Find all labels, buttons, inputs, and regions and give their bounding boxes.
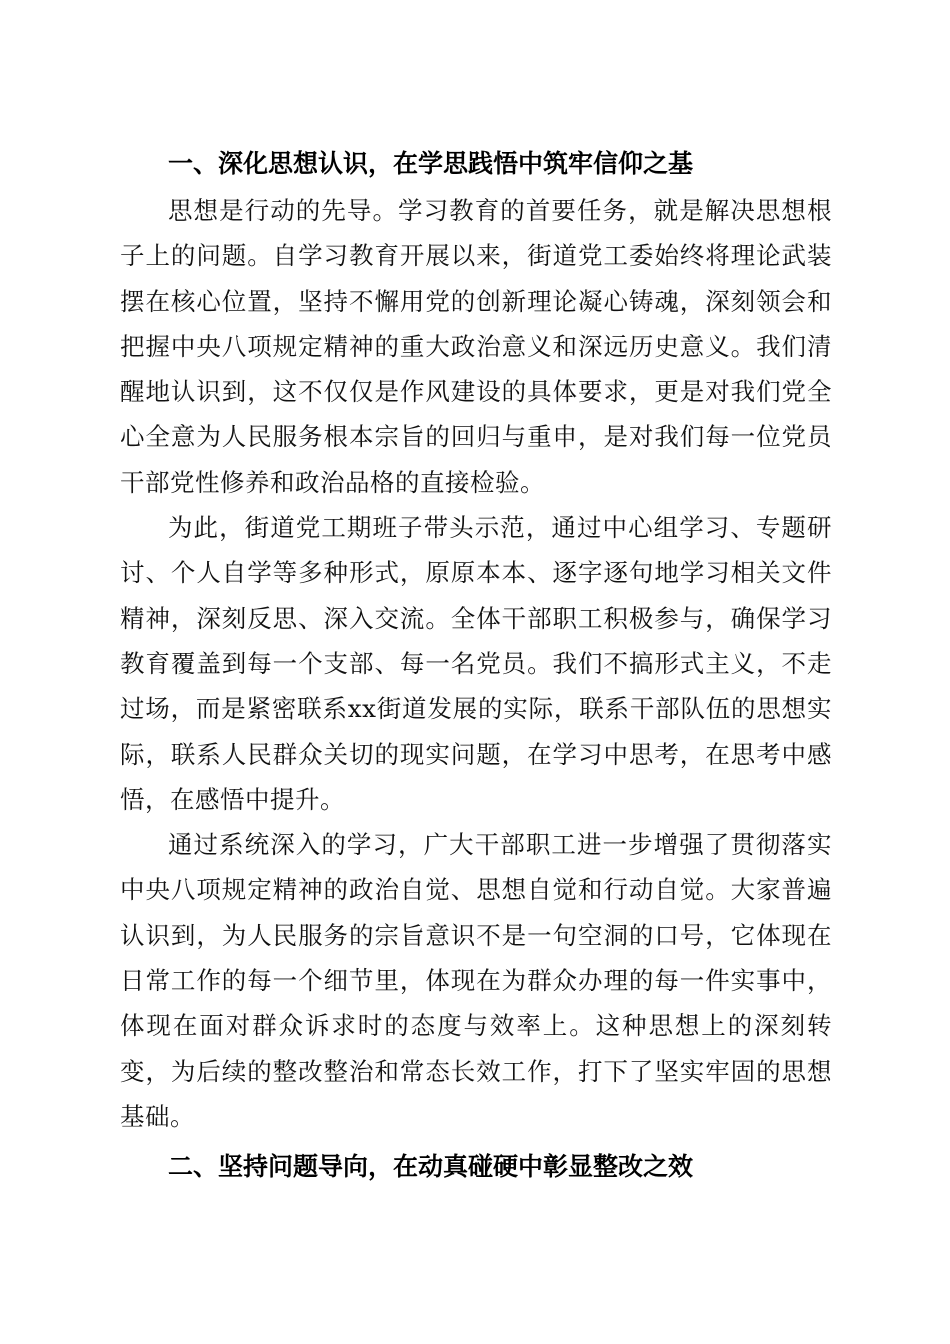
section-2-heading: 二、坚持问题导向，在动真碰硬中彰显整改之效 — [168, 1152, 694, 1182]
section-1-paragraph-1: 思想是行动的先导。学习教育的首要任务，就是解决思想根子上的问题。自学习教育开展以来，街道党工委始终将理论武装摆在核心位置，坚持不懈用党的创新理论凝心铸魂，深刻领会和把握中央八项规定精神的重大政治意义和深远历史意义。我们清醒地认识到，这不仅仅是作风建设的具体要求，更是对我们党全心全意为人民服务根本宗旨的回归与重申，是对我们每一位党员干部党性修养和政治品格的直接检验。 — [120, 196, 832, 497]
section-1-paragraph-2: 为此，街道党工期班子带头示范，通过中心组学习、专题研讨、个人自学等多种形式，原原本本、逐字逐句地学习相关文件精神，深刻反思、深入交流。全体干部职工积极参与，确保学习教育覆盖到每一个支部、每一名党员。我们不搞形式主义，不走过场，而是紧密联系xx街道发展的实际，联系干部队伍的思想实际，联系人民群众关切的现实问题，在学习中思考，在思考中感悟，在感悟中提升。 — [120, 513, 832, 814]
document-body — [120, 140, 832, 1191]
section-1-heading: 一、深化思想认识，在学思践悟中筑牢信仰之基 — [168, 149, 694, 178]
section-1-paragraph-3: 通过系统深入的学习，广大干部职工进一步增强了贯彻落实中央八项规定精神的政治自觉、思想自觉和行动自觉。大家普遍认识到，为人民服务的宗旨意识不是一句空洞的口号，它体现在日常工作的每一个细节里，体现在为群众办理的每一件实事中，体现在面对群众诉求时的态度与效率上。这种思想上的深刻转变，为后续的整改整治和常态长效工作，打下了坚实牢固的思想基础。 — [120, 830, 832, 1131]
